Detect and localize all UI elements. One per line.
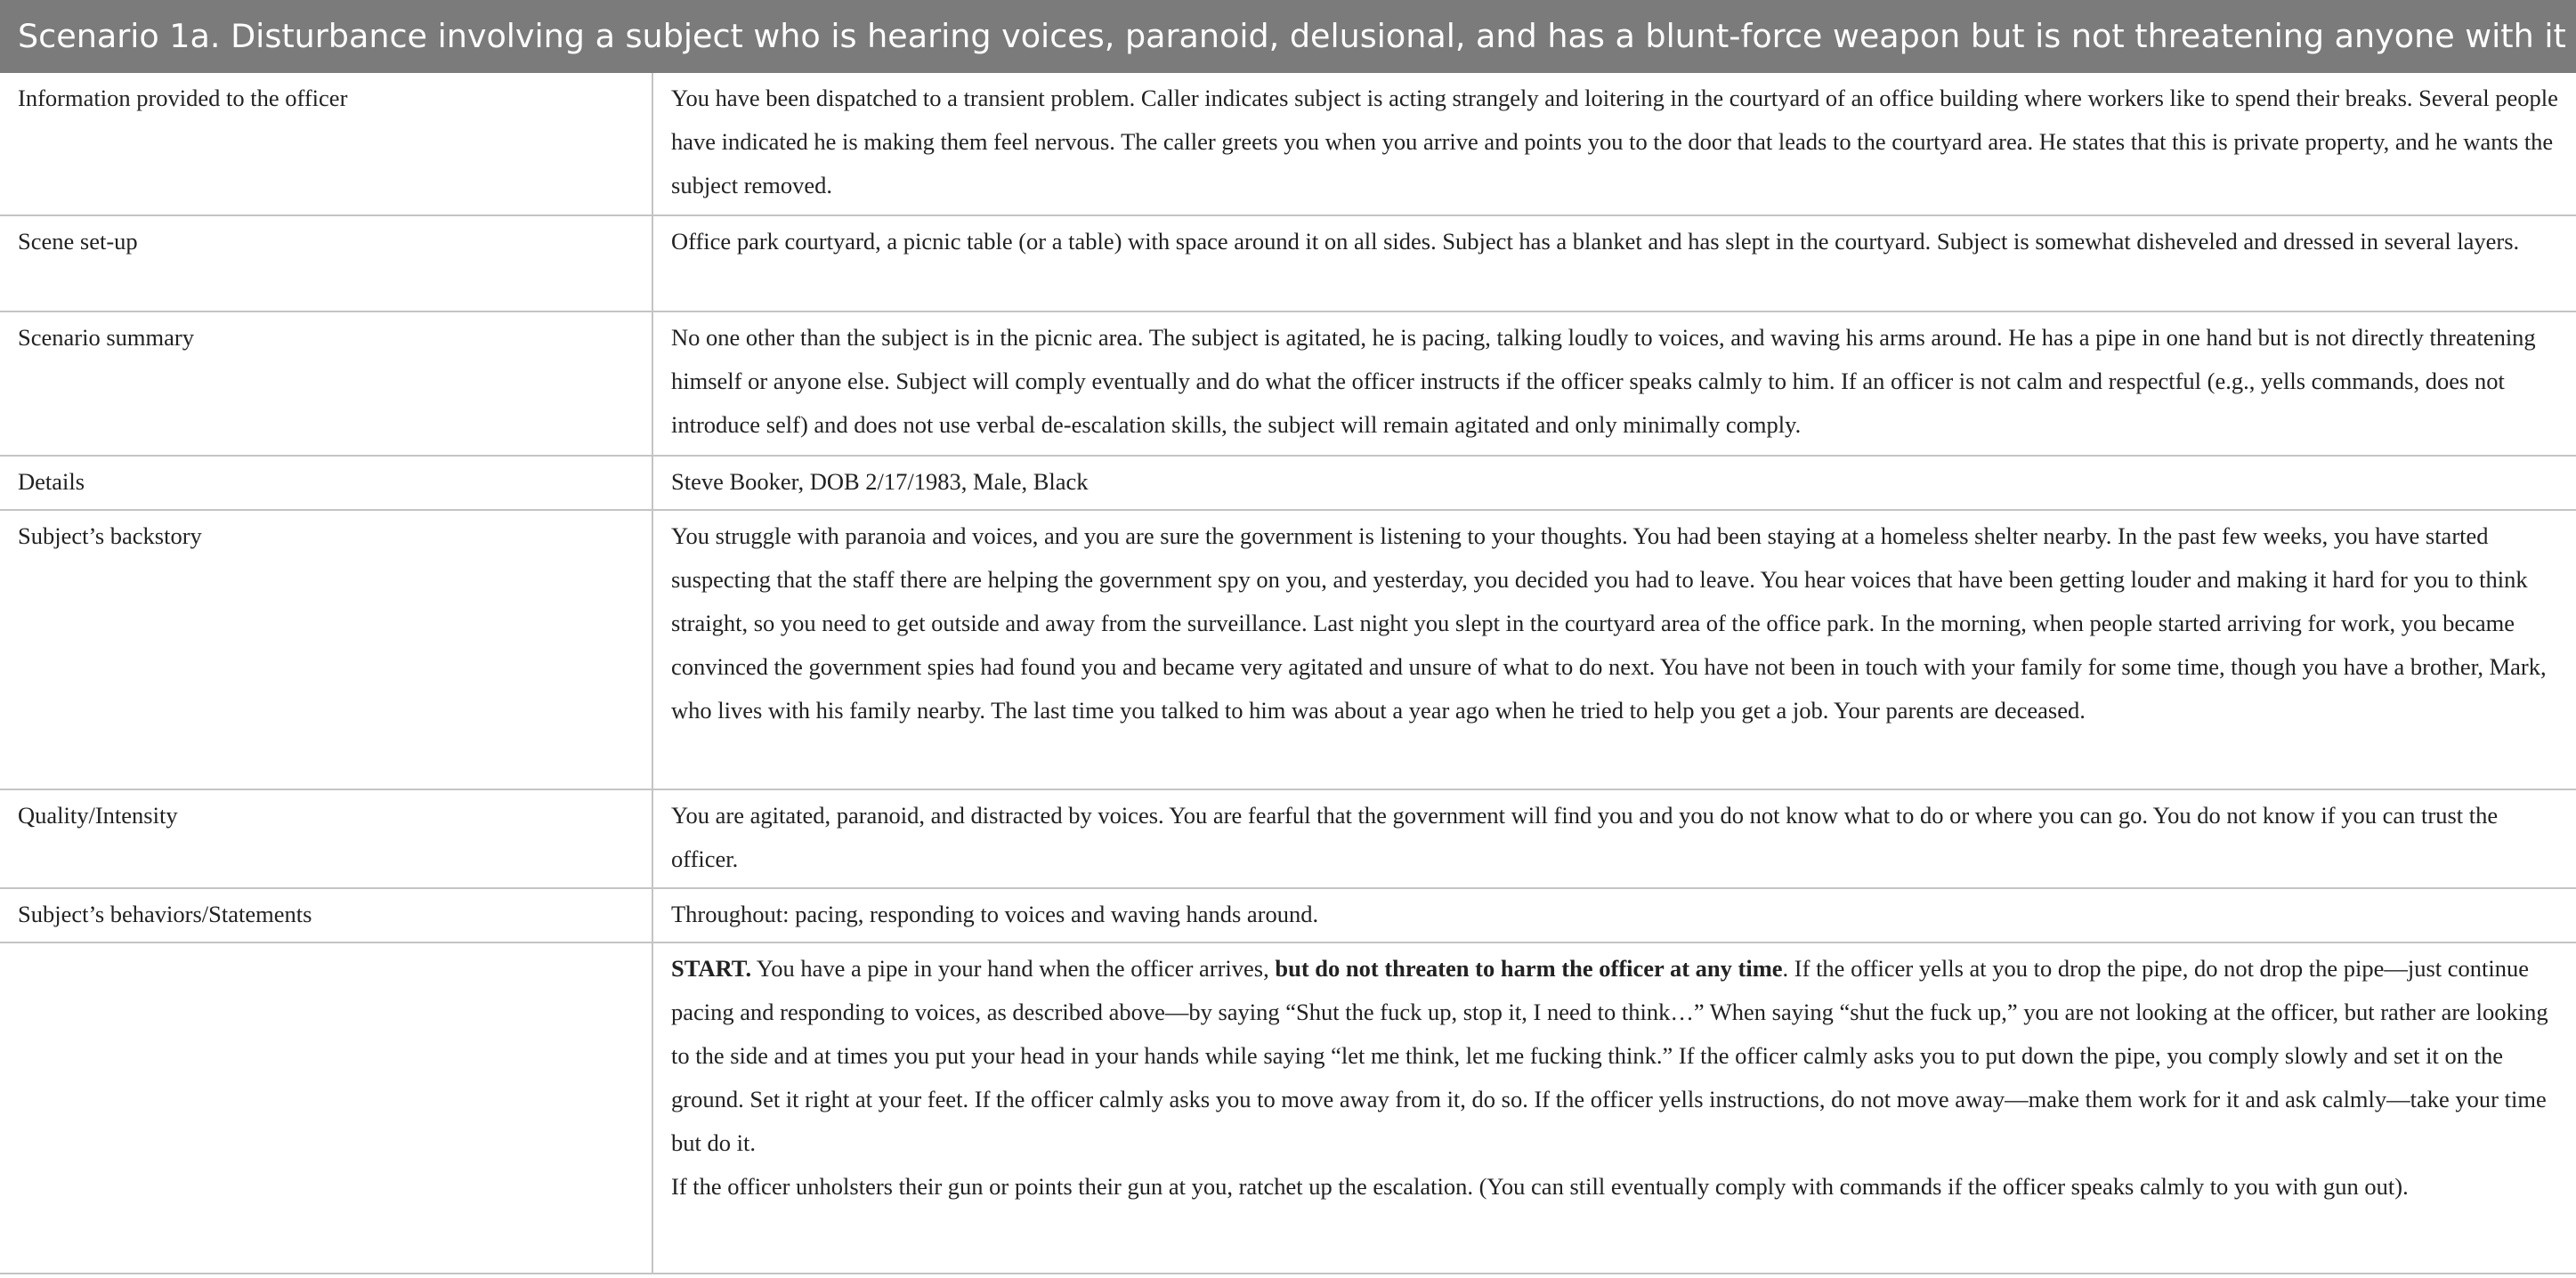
row-content: Steve Booker, DOB 2/17/1983, Male, Black [652,456,2576,510]
row-label: Quality/Intensity [0,789,652,888]
table-row [0,510,2576,789]
row-label [0,942,652,1274]
scenario-table [0,73,2576,1274]
table-row [0,888,2576,942]
table-row [0,942,2576,1274]
row-label: Subject’s backstory [0,510,652,789]
table-row [0,789,2576,888]
row-label: Scenario summary [0,311,652,456]
start-paragraph [671,947,2560,1165]
row-label: Scene set-up [0,215,652,311]
table-row [0,73,2576,215]
start-text-1: You have a pipe in your hand when the officer arrives, [751,955,1276,982]
table-title: Scenario 1a. Disturbance involving a subject who is hearing voices, paranoid, delusional, and has a blunt-force weapon but is not threatening anyone with it [0,0,2576,73]
start-text-2: . If the officer yells at you to drop the pipe, do not drop the pipe—just continue pacing and responding to voices, as described above—by saying “Shut the fuck up, stop it, I need to think…” When saying “shut the fuck up,” you are not looking at the officer, but rather are looking to the side and at times you put your head in your hands while saying “let me think, let me fucking think.” If the officer calmly asks you to put down the pipe, you comply slowly and set it on the ground. Set it right at your feet. If the officer calmly asks you to move away from it, do so. If the officer yells instructions, do not move away—make them work for it and ask calmly—take your time but do it. [671,955,2548,1156]
escalation-paragraph: If the officer unholsters their gun or points their gun at you, ratchet up the escalation. (You can still eventually comply with commands if the officer speaks calmly to you with gun out). [671,1173,2409,1200]
row-content: Throughout: pacing, responding to voices and waving hands around. [652,888,2576,942]
start-marker: START. [671,955,752,982]
row-label: Subject’s behaviors/Statements [0,888,652,942]
table-row [0,311,2576,456]
table-row [0,215,2576,311]
row-content: No one other than the subject is in the picnic area. The subject is agitated, he is pacing, talking loudly to voices, and waving his arms around. He has a pipe in one hand but is not directly threatening himself or anyone else. Subject will comply eventually and do what the officer instructs if the officer speaks calmly to him. If an officer is not calm and respectful (e.g., yells commands, does not introduce self) and does not use verbal de-escalation skills, the subject will remain agitated and only minimally comply. [652,311,2576,456]
table-row [0,456,2576,510]
row-content: You struggle with paranoia and voices, and you are sure the government is listening to your thoughts. You had been staying at a homeless shelter nearby. In the past few weeks, you have started suspecting that the staff there are helping the government spy on you, and yesterday, you decided you had to leave. You hear voices that have been getting louder and making it hard for you to think straight, so you need to get outside and away from the surveillance. Last night you slept in the courtyard area of the office park. In the morning, when people started arriving for work, you became convinced the government spies had found you and became very agitated and unsure of what to do next. You have not been in touch with your family for some time, though you have a brother, Mark, who lives with his family nearby. The last time you talked to him was about a year ago when he tried to help you get a job. Your parents are deceased. [652,510,2576,789]
row-content: Office park courtyard, a picnic table (or a table) with space around it on all sides. Subject has a blanket and has slept in the courtyard. Subject is somewhat disheveled and dressed in several layers. [652,215,2576,311]
row-content: You have been dispatched to a transient problem. Caller indicates subject is acting strangely and loitering in the courtyard of an office building where workers like to spend their breaks. Several people have indicated he is making them feel nervous. The caller greets you when you arrive and points you to the door that leads to the courtyard area. He states that this is private property, and he wants the subject removed. [652,73,2576,215]
row-label: Details [0,456,652,510]
row-content [652,942,2576,1274]
row-content: You are agitated, paranoid, and distracted by voices. You are fearful that the government will find you and you do not know what to do or where you can go. You do not know if you can trust the officer. [652,789,2576,888]
row-label: Information provided to the officer [0,73,652,215]
start-emphasis: but do not threaten to harm the officer at any time [1275,955,1783,982]
